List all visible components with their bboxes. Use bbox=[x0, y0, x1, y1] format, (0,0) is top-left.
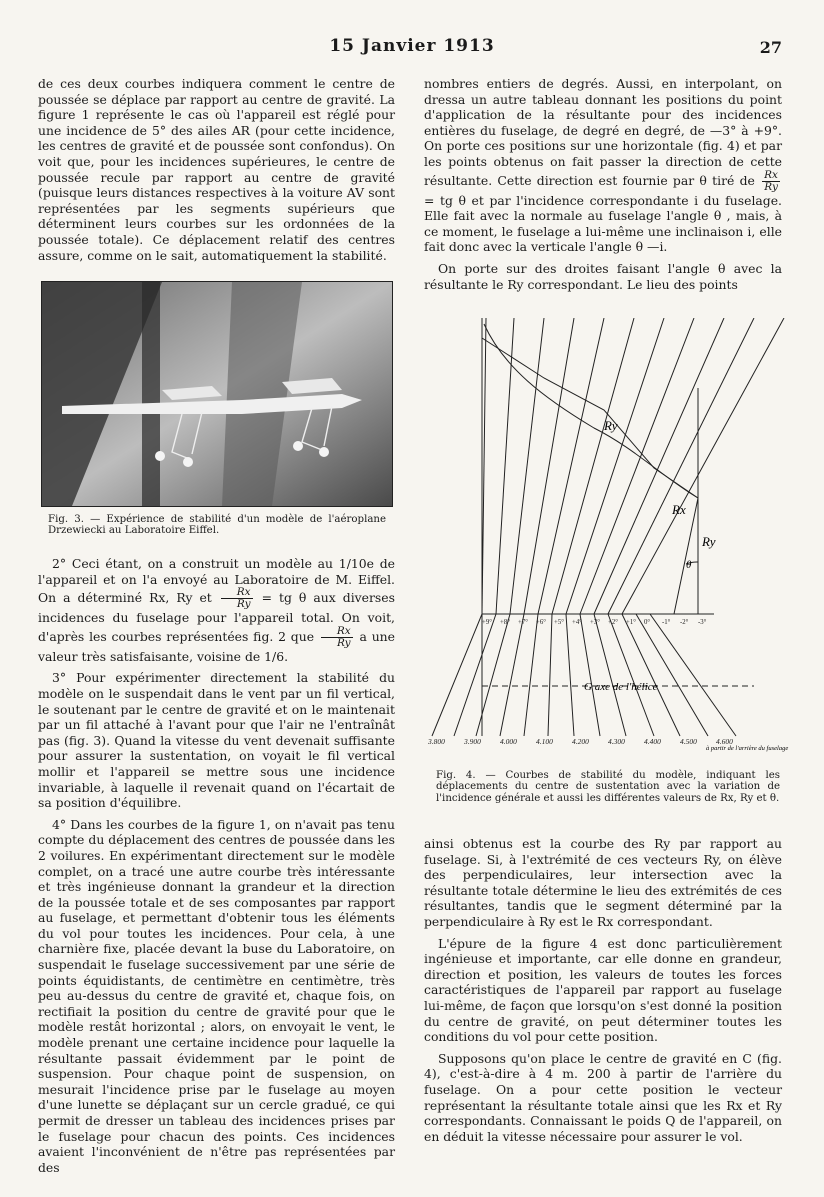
fraction-rx-ry-2: $\frac{Rx}{Ry}$ bbox=[321, 626, 353, 649]
distance-note: à partir de l'arrière du fuselage bbox=[706, 745, 789, 752]
fig4-diagram bbox=[424, 318, 794, 764]
paragraph-continuation: nombres entiers de degrés. Aussi, en interpolant, on dressa un autre tableau donnant les positions du point d'application de la résultante pour des incidences entières du fuselage, de degré en degré, de —3° à +9°. On porte ces positions sur une horizontale (fig. 4) et par les points obtenus on fait passer la direction de cette résultante. Cette direction est fournie par θ tiré de $\frac{Rx}{Ry}$ = tg θ et par l'incidence correspondante i du fuselage. Elle fait avec la normale au fuselage l'angle θ , mais, à ce moment, le fuselage a lui-même une inclinaison i, elle fait donc avec la verticale l'angle θ —i. bbox=[424, 76, 782, 255]
incidence-tick-label: -3° bbox=[698, 619, 707, 626]
incidence-tick-label: +6° bbox=[536, 619, 546, 626]
fig4-caption: Fig. 4. — Courbes de stabilité du modèle, indiquant les déplacements du centre de sustentation avec la variation de l'incidence générale et aussi les différentes valeurs de Rx, Ry et θ. bbox=[436, 770, 780, 804]
paragraph-2c: a une valeur très satisfaisante, voisine de 1/6. bbox=[38, 628, 395, 664]
paragraph-2a: 2° Ceci étant, on a construit un modèle au 1/10e de l'appareil et on l'a envoyé au Laboratoire de M. Eiffel. On a déterminé Rx, Ry et bbox=[38, 556, 395, 606]
paragraph-epure: L'épure de la figure 4 est donc particulièrement ingénieuse et importante, car elle donne en grandeur, direction et position, les valeurs de toutes les forces caractéristiques de l'appareil par rapport au fuselage lui-même, de façon que lorsqu'on s'est donné la position du centre de gravité, on peut déterminer toutes les conditions du vol pour cette position. bbox=[424, 935, 782, 1045]
aeroplane-model-photo bbox=[42, 282, 392, 506]
incidence-tick-label: -2° bbox=[680, 619, 689, 626]
incidence-tick-label: +5° bbox=[554, 619, 564, 626]
left-column-body bbox=[38, 556, 395, 1175]
left-column-intro bbox=[38, 76, 395, 263]
fig3-photo bbox=[41, 281, 393, 507]
distance-tick-label: 4.500 bbox=[680, 737, 697, 746]
paragraph-ainsi: ainsi obtenus est la courbe des Ry par rapport au fuselage. Si, à l'extrémité de ces vecteurs Ry, on élève des perpendiculaires, leur intersection avec la résultante totale détermine le lieu des extrémités de ces résultantes, tandis que le segment déterminé par la perpendiculaire à Ry est le Rx correspondant. bbox=[424, 836, 782, 929]
distance-tick-label: 4.400 bbox=[644, 737, 661, 746]
paragraph-3: 3° Pour expérimenter directement la stabilité du modèle on le suspendait dans le vent par un fil vertical, le soutenant par le centre de gravité et on le maintenait par un fil attaché à l'avant pour que l'air ne l'entraînât pas (fig. 3). Quand la vitesse du vent devenait suffisante pour assurer la sustentation, on voyait le fil vertical mollir et l'appareil se mettre sous une incidence invariable, à laquelle il revenait quand on l'écartait de sa position d'équilibre. bbox=[38, 670, 395, 811]
distance-tick-label: 4.100 bbox=[536, 737, 553, 746]
distance-tick-label: 4.200 bbox=[572, 737, 589, 746]
paragraph-supposons: Supposons qu'on place le centre de gravité en C (fig. 4), c'est-à-dire à 4 m. 200 à partir de l'arrière du fuselage. On a pour cette position le vecteur représentant la résultante totale ainsi que les Rx et Ry correspondants. Connaissant le poids Q de l'appareil, on en déduit la vitesse nécessaire pour assurer le vol. bbox=[424, 1050, 782, 1144]
distance-tick-label: 3.800 bbox=[428, 737, 445, 746]
label-ry-vector: Ry bbox=[702, 534, 716, 549]
running-header-date: 15 Janvier 1913 bbox=[329, 36, 495, 56]
page-number: 27 bbox=[759, 38, 782, 57]
label-rx: Rx bbox=[672, 502, 686, 517]
incidence-tick-label: +3° bbox=[590, 619, 600, 626]
fig3-caption: Fig. 3. — Expérience de stabilité d'un modèle de l'aéroplane Drzewiecki au Laboratoire Eiffel. bbox=[48, 514, 386, 537]
paragraph-on-porte: On porte sur des droites faisant l'angle θ avec la résultante le Ry correspondant. Le lieu des points bbox=[424, 260, 782, 292]
distance-tick-label: 4.300 bbox=[608, 737, 625, 746]
label-axis-helice: G axe de l'hélice bbox=[584, 681, 658, 693]
incidence-tick-label: +7° bbox=[518, 619, 528, 626]
fraction-rx-ry-3: $\frac{Rx}{Ry}$ bbox=[764, 168, 778, 193]
label-ry-curve: Ry bbox=[604, 418, 618, 433]
stability-curves-drawing bbox=[424, 318, 794, 764]
right-column-body bbox=[424, 836, 782, 1144]
distance-tick-label: 4.600 bbox=[716, 737, 733, 746]
incidence-tick-label: +4° bbox=[572, 619, 582, 626]
paragraph-4: 4° Dans les courbes de la figure 1, on n'avait pas tenu compte du déplacement des centres de poussée dans les 2 voilures. En expérimentant directement sur le modèle complet, on a tracé une autre courbe très intéressante et très ingénieuse donnant la grandeur et la direction de la poussée totale et de ses composantes par rapport au fuselage, et permettant d'obtenir tous les éléments du vol pour toutes les incidences. Pour cela, à une charnière fixe, placée devant la buse du Laboratoire, on suspendait le fuselage successivement par une série de points équidistants, de centimètre en centimètre, très peu au-dessus du centre de gravité et, chaque fois, on rectifiait la position du centre de gravité pour que le modèle restât horizontal ; alors, on envoyait le vent, le modèle prenant une certaine incidence pour laquelle la résultante passait évidemment par le point de suspension. Pour chaque point de suspension, on mesurait l'incidence prise par le fuselage au moyen d'une lunette se déplaçant sur un cercle gradué, ce qui permit de dresser un tableau des incidences prises par le fuselage pour chacun des points. Ces incidences avaient l'inconvénient de n'être pas représentées par des bbox=[38, 816, 395, 1175]
incidence-tick-label: +8° bbox=[500, 619, 510, 626]
incidence-tick-label: +9° bbox=[482, 619, 492, 626]
incidence-tick-label: -1° bbox=[662, 619, 671, 626]
fraction-rx-ry: $\frac{Rx}{Ry}$ bbox=[221, 587, 253, 610]
paragraph-2b: = tg θ aux diverses incidences du fuselage pour l'appareil total. On voit, d'après les courbes représentées fig. 2 que bbox=[38, 590, 395, 644]
label-theta: θ bbox=[686, 559, 692, 571]
incidence-tick-label: 0° bbox=[644, 619, 651, 626]
distance-tick-label: 4.000 bbox=[500, 737, 517, 746]
incidence-tick-label: +2° bbox=[608, 619, 618, 626]
incidence-tick-label: +1° bbox=[626, 619, 636, 626]
right-column-top bbox=[424, 76, 782, 292]
paragraph-intro: de ces deux courbes indiquera comment le centre de poussée se déplace par rapport au centre de gravité. La figure 1 représente le cas où l'appareil est réglé pour une incidence de 5° des ailes AR (pour cette incidence, les centres de gravité et de poussée sont confondus). On voit que, pour les incidences supérieures, le centre de poussée recule par rapport au centre de gravité (puisque leurs distances respectives à la voiture AV sont représentées par les segments supérieurs que déterminent leurs courbes sur les ordonnées de la poussée totale). Ce déplacement relatif des centres assure, comme on le sait, automatiquement la stabilité. bbox=[38, 76, 395, 263]
distance-tick-label: 3.900 bbox=[464, 737, 481, 746]
paragraph-2 bbox=[38, 556, 395, 664]
